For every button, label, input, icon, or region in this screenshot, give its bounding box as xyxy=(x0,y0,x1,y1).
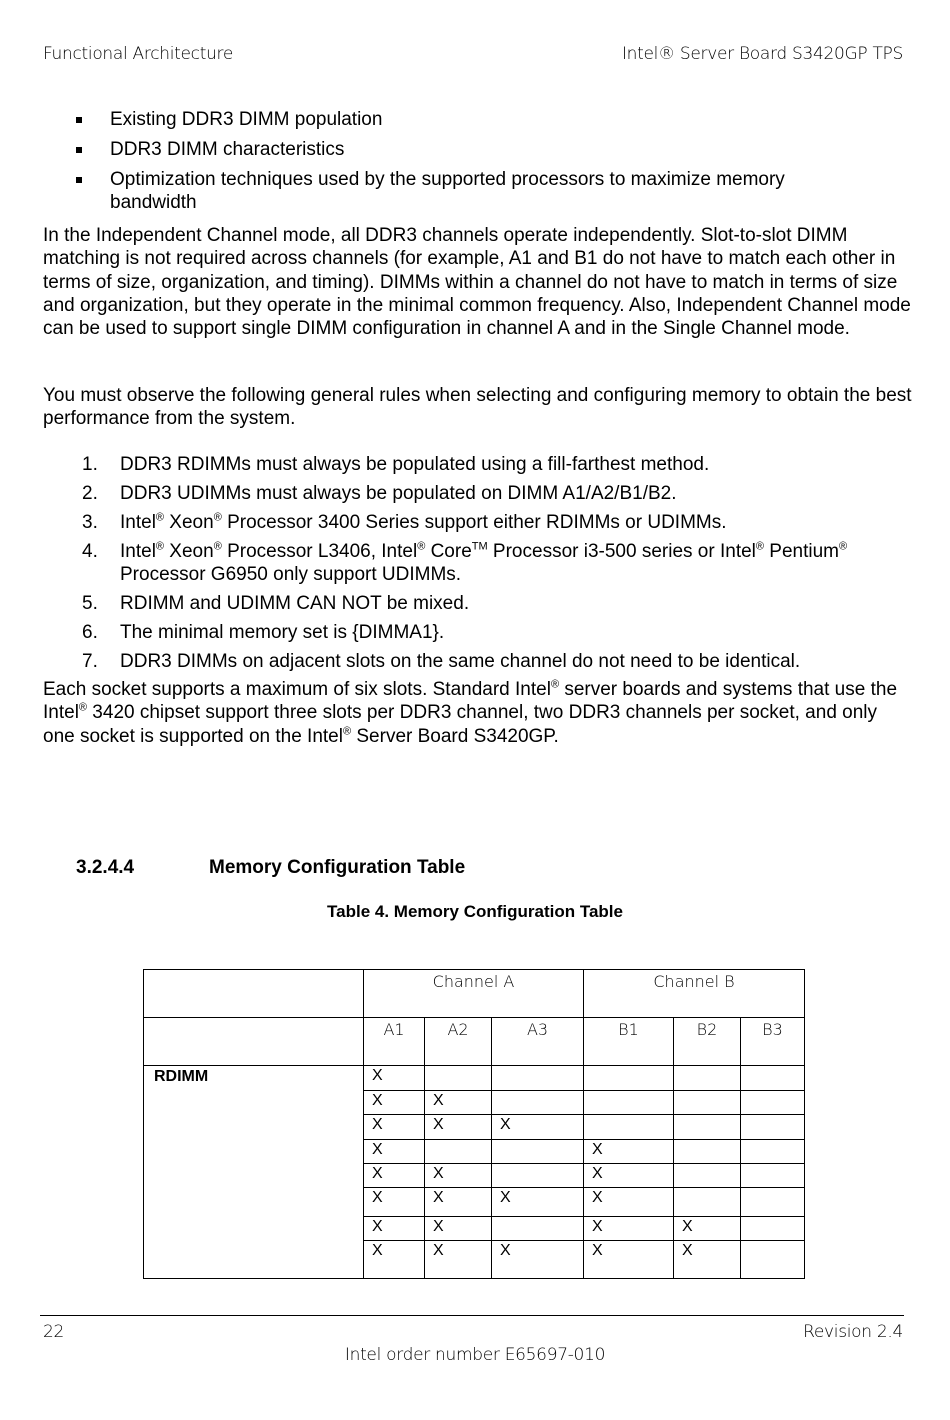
config-cell: X xyxy=(364,1164,425,1188)
section-number: 3.2.4.4 xyxy=(76,857,135,878)
rule-item: 4. Intel® Xeon® Processor L3406, Intel® Core™ Processor i3-500 series or Intel® Pentium® Processor G6950 only support UDIMMs. xyxy=(82,540,848,586)
slot-header: B3 xyxy=(741,1018,805,1066)
config-cell: X xyxy=(425,1091,492,1115)
footer-divider xyxy=(40,1315,904,1316)
rule-item: 6. The minimal memory set is {DIMMA1}. xyxy=(82,622,445,644)
channel-b-header: Channel B xyxy=(584,970,805,1018)
memory-configuration-table xyxy=(143,969,805,1279)
config-cell: X xyxy=(584,1164,674,1188)
config-cell xyxy=(492,1091,584,1115)
config-cell: X xyxy=(584,1140,674,1164)
config-cell xyxy=(492,1217,584,1241)
config-cell xyxy=(741,1241,805,1279)
config-cell xyxy=(425,1066,492,1091)
slot-header: A2 xyxy=(425,1018,492,1066)
config-cell xyxy=(741,1115,805,1140)
socket-paragraph: Each socket supports a maximum of six slots. Standard Intel® server boards and systems that use the Intel® 3420 chipset support three slots per DDR3 channel, two DDR3 channels per socket, and only one socket is supported on the Intel® Server Board S3420GP. xyxy=(43,678,898,747)
config-cell: X xyxy=(364,1066,425,1091)
config-cell: X xyxy=(584,1241,674,1279)
running-header-left: Functional Architecture xyxy=(43,44,234,64)
table-blank-cell xyxy=(144,1018,364,1066)
rule-item: 2. DDR3 UDIMMs must always be populated on DIMM A1/A2/B1/B2. xyxy=(82,482,677,504)
rules-list xyxy=(78,453,918,679)
order-number: Intel order number E65697-010 xyxy=(344,1345,606,1365)
config-cell xyxy=(741,1066,805,1091)
table-row xyxy=(144,1066,805,1091)
table-body xyxy=(144,1066,805,1279)
config-cell xyxy=(674,1066,741,1091)
config-cell xyxy=(584,1091,674,1115)
section-title: Memory Configuration Table xyxy=(209,857,466,878)
config-cell xyxy=(584,1115,674,1140)
config-cell: X xyxy=(584,1217,674,1241)
config-cell: X xyxy=(492,1188,584,1217)
channel-a-header: Channel A xyxy=(364,970,584,1018)
config-cell xyxy=(674,1091,741,1115)
config-cell: X xyxy=(584,1188,674,1217)
bullet-square-icon xyxy=(76,147,82,153)
config-cell: X xyxy=(425,1217,492,1241)
running-header-right: Intel® Server Board S3420GP TPS xyxy=(621,44,903,64)
config-cell: X xyxy=(425,1241,492,1279)
config-cell: X xyxy=(425,1115,492,1140)
config-cell xyxy=(492,1164,584,1188)
config-cell xyxy=(674,1115,741,1140)
bullet-item: Existing DDR3 DIMM population xyxy=(74,108,854,131)
config-cell: X xyxy=(674,1217,741,1241)
config-cell: X xyxy=(364,1217,425,1241)
bullet-square-icon xyxy=(76,177,82,183)
rule-item: 7. DDR3 DIMMs on adjacent slots on the same channel do not need to be identical. xyxy=(82,651,801,673)
config-cell: X xyxy=(425,1164,492,1188)
bullet-item: Optimization techniques used by the supported processors to maximize memory bandwidth xyxy=(74,168,854,214)
page-number: 22 xyxy=(43,1322,65,1342)
config-cell xyxy=(741,1217,805,1241)
slot-header: A3 xyxy=(492,1018,584,1066)
revision-label: Revision 2.4 xyxy=(803,1322,903,1342)
row-group-label: RDIMM xyxy=(144,1066,364,1279)
table-corner-cell xyxy=(144,970,364,1018)
config-cell xyxy=(674,1140,741,1164)
table-caption: Table 4. Memory Configuration Table xyxy=(327,902,623,921)
rule-item: 3. Intel® Xeon® Processor 3400 Series support either RDIMMs or UDIMMs. xyxy=(82,511,727,533)
config-cell xyxy=(425,1140,492,1164)
config-cell: X xyxy=(364,1091,425,1115)
bullet-list xyxy=(74,108,854,221)
config-cell xyxy=(584,1066,674,1091)
config-cell: X xyxy=(425,1188,492,1217)
config-cell xyxy=(741,1140,805,1164)
bullet-square-icon xyxy=(76,117,82,123)
rules-intro-paragraph: You must observe the following general rules when selecting and configuring memory to obtain the best performance from the system. xyxy=(43,385,912,430)
config-cell: X xyxy=(492,1241,584,1279)
config-cell xyxy=(674,1188,741,1217)
config-cell xyxy=(741,1164,805,1188)
config-cell xyxy=(741,1091,805,1115)
config-cell: X xyxy=(364,1241,425,1279)
config-cell xyxy=(492,1066,584,1091)
config-cell: X xyxy=(492,1115,584,1140)
rule-item: 5. RDIMM and UDIMM CAN NOT be mixed. xyxy=(82,593,470,615)
slot-header: B2 xyxy=(674,1018,741,1066)
config-cell xyxy=(741,1188,805,1217)
config-cell xyxy=(492,1140,584,1164)
config-cell: X xyxy=(364,1140,425,1164)
config-cell: X xyxy=(364,1115,425,1140)
independent-channel-paragraph: In the Independent Channel mode, all DDR3 channels operate independently. Slot-to-slot DIMM matching is not required across channels (for example, A1 and B1 do not have to match each other in terms of size, organization, and timing). DIMMs within a channel do not have to match in terms of size and organization, but they operate in the minimal common frequency. Also, Independent Channel mode can be used to support single DIMM configuration in channel A and in the Single Channel mode. xyxy=(43,225,911,340)
config-cell: X xyxy=(674,1241,741,1279)
config-cell: X xyxy=(364,1188,425,1217)
rule-item: 1. DDR3 RDIMMs must always be populated using a fill-farthest method. xyxy=(82,454,710,475)
slot-header: A1 xyxy=(364,1018,425,1066)
slot-header: B1 xyxy=(584,1018,674,1066)
bullet-item: DDR3 DIMM characteristics xyxy=(74,138,854,161)
config-cell xyxy=(674,1164,741,1188)
